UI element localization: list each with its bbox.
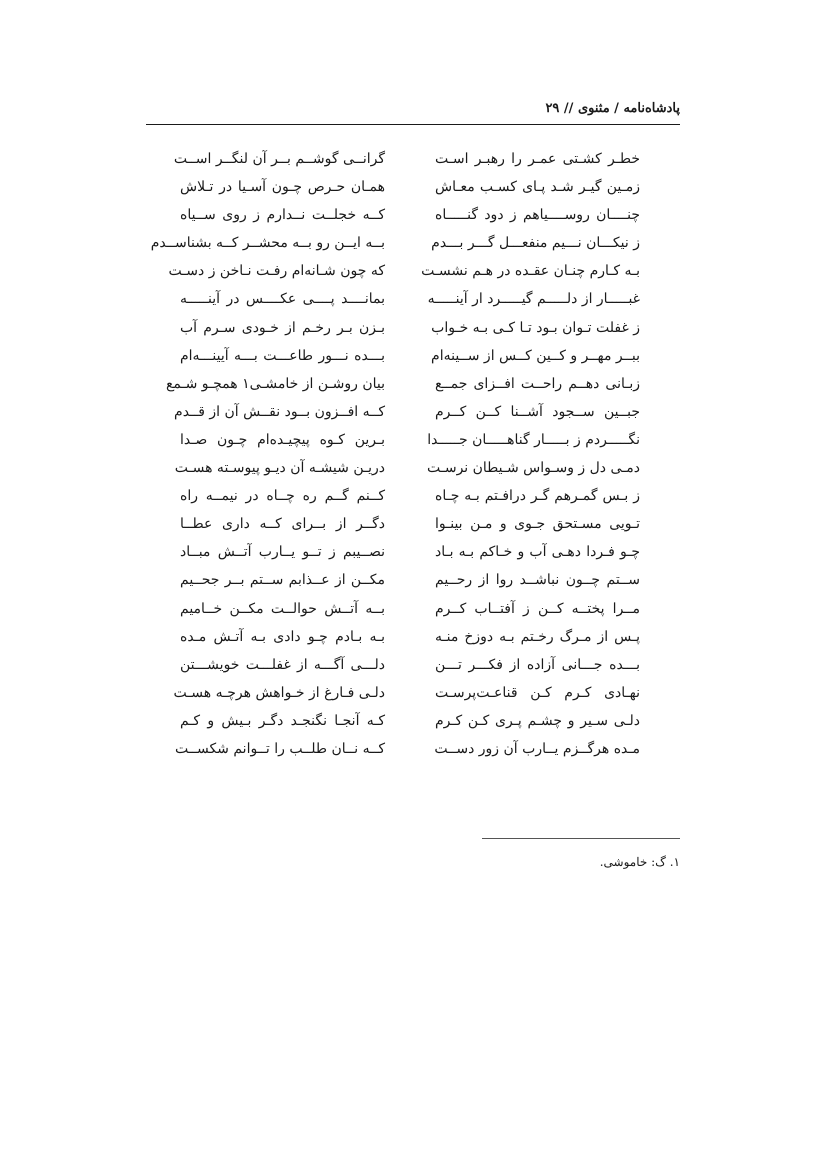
hemistich-first: ببــر مهــر و كــین كــس از ســینه‌ام — [431, 347, 640, 364]
hemistich-first: نگـــــردم ز بـــــار گناهـــــان جـــــدا — [427, 431, 640, 448]
hemistich-second: بـــده نـــور طاعـــت بـــه آیینـــه‌ام — [180, 347, 385, 364]
couplet — [168, 260, 640, 288]
hemistich-second: كــنم گــم ره چــاه در نیمــه راه — [180, 488, 385, 505]
hemistich-second: نصــیبم ز تــو یــارب آتــش مبــاد — [180, 544, 385, 561]
hemistich-second: دلـــی آگـــه از غفلـــت خویشـــتن — [180, 656, 385, 673]
couplet — [180, 626, 640, 654]
hemistich-first: خطـر كشـتی عمـر را رهبـر اسـت — [435, 151, 640, 167]
hemistich-first: نهـادی كـرم كـن قناعـت‌پرسـت — [435, 684, 640, 701]
running-head: پادشاه‌نامه / مثنوی // ۲۹ — [545, 101, 680, 116]
hemistich-first: چنــــان روســــیاهم ز دود گنـــــاه — [435, 207, 640, 224]
couplet — [150, 232, 640, 260]
hemistich-second: بمانــــد پــــی عكــــس در آینـــــه — [180, 291, 385, 308]
couplet — [180, 710, 640, 738]
couplet — [180, 485, 640, 513]
couplet — [180, 288, 640, 316]
page-header — [146, 101, 680, 123]
hemistich-first: مـده هرگــزم یــارب آن زور دســت — [434, 740, 640, 757]
couplet — [180, 317, 640, 345]
hemistich-second: بـرین كـوه پیچیـده‌ام چـون صـدا — [180, 431, 385, 448]
hemistich-first: دمـی دل ز وسـواس شـیطان نرسـت — [426, 460, 640, 477]
hemistich-first: پـس از مـرگ رخـتم بـه دوزخ منـه — [435, 628, 640, 645]
hemistich-second: دلـی فـارغ از خـواهش هرچـه هسـت — [173, 684, 385, 701]
couplet — [173, 148, 640, 176]
couplet — [175, 738, 640, 766]
couplet — [180, 541, 640, 569]
poem-body — [150, 148, 640, 766]
hemistich-second: همـان حـرص چـون آسـیا در تـلاش — [180, 179, 385, 196]
hemistich-second: كه چون شـانه‌ام رفـت نـاخن ز دسـت — [168, 263, 385, 280]
couplet — [180, 598, 640, 626]
hemistich-second: مكــن از عــذابم ســتم بــر جحــیم — [180, 572, 385, 589]
hemistich-first: مــرا پختــه كــن ز آفتــاب كــرم — [435, 600, 640, 617]
hemistich-first: بـــده جـــانی آزاده از فكـــر تـــن — [435, 656, 640, 673]
hemistich-second: بــه ایــن رو بــه محشــر كــه بشناســدم — [150, 235, 385, 252]
couplet — [180, 204, 640, 232]
hemistich-first: تـویی مسـتحق جـوی و مـن بینـوا — [435, 516, 640, 533]
hemistich-first: ز نیكـــان نـــیم منفعـــل گـــر بـــدم — [431, 235, 640, 252]
couplet — [180, 345, 640, 373]
hemistich-first: دلـی سـیر و چشـم پـری كـن كـرم — [435, 712, 640, 729]
couplet — [174, 401, 640, 429]
couplet — [180, 513, 640, 541]
hemistich-first: جبــین ســجود آشــنا كــن كــرم — [435, 403, 640, 420]
footnote: ۱. گ: خاموشی. — [599, 855, 680, 869]
footnote-divider — [482, 838, 680, 839]
hemistich-second: بــه آتــش حوالــت مكــن خــامیم — [180, 600, 385, 617]
hemistich-second: كــه افــزون بــود نقــش آن از قــدم — [174, 403, 385, 420]
hemistich-second: كــه نــان طلــب را تــوانم شكســت — [175, 740, 385, 757]
hemistich-second: گرانــی گوشــم بــر آن لنگــر اســت — [173, 151, 385, 167]
hemistich-first: زمـین گیـر شـد پـای كسـب معـاش — [435, 179, 640, 196]
hemistich-second: بـزن بـر رخـم از خـودی سـرم آب — [180, 319, 385, 336]
hemistich-first: چـو فـردا دهـی آب و خـاكم بـه بـاد — [435, 544, 640, 561]
hemistich-second: كــه خجلــت نــدارم ز روی ســیاه — [180, 207, 385, 224]
couplet — [173, 682, 640, 710]
couplet — [180, 654, 640, 682]
hemistich-first: زبـانی دهــم راحــت افــزای جمــع — [435, 375, 640, 392]
hemistich-second: دریـن شیشـه آن دیـو پیوسـته هسـت — [174, 460, 385, 477]
hemistich-first: ســتم چــون نباشــد روا از رحــیم — [435, 572, 640, 589]
header-divider — [146, 124, 680, 125]
hemistich-second: بـه بـادم چـو دادی بـه آتـش مـده — [180, 628, 385, 645]
hemistich-first: بـه كـارم چنـان عقـده در هـم نشسـت — [421, 263, 640, 280]
hemistich-first: غبـــــار از دلـــــم گیـــــرد ار آینـــــه — [427, 291, 640, 308]
hemistich-first: ز بـس گمـرهم گـر درافـتم بـه چـاه — [435, 488, 640, 505]
couplet — [180, 176, 640, 204]
couplet — [174, 457, 640, 485]
hemistich-second: دگــر از بــرای كــه داری عطــا — [180, 516, 385, 533]
couplet — [165, 373, 640, 401]
hemistich-second: بیان روشـن از خامشـی۱ همچـو شـمع — [165, 375, 385, 392]
couplet — [180, 569, 640, 597]
hemistich-first: ز غفلت تـوان بـود تـا كـی بـه خـواب — [431, 319, 640, 336]
couplet — [180, 429, 640, 457]
hemistich-second: كـه آنجـا نگنجـد دگـر بـیش و كـم — [180, 712, 385, 729]
